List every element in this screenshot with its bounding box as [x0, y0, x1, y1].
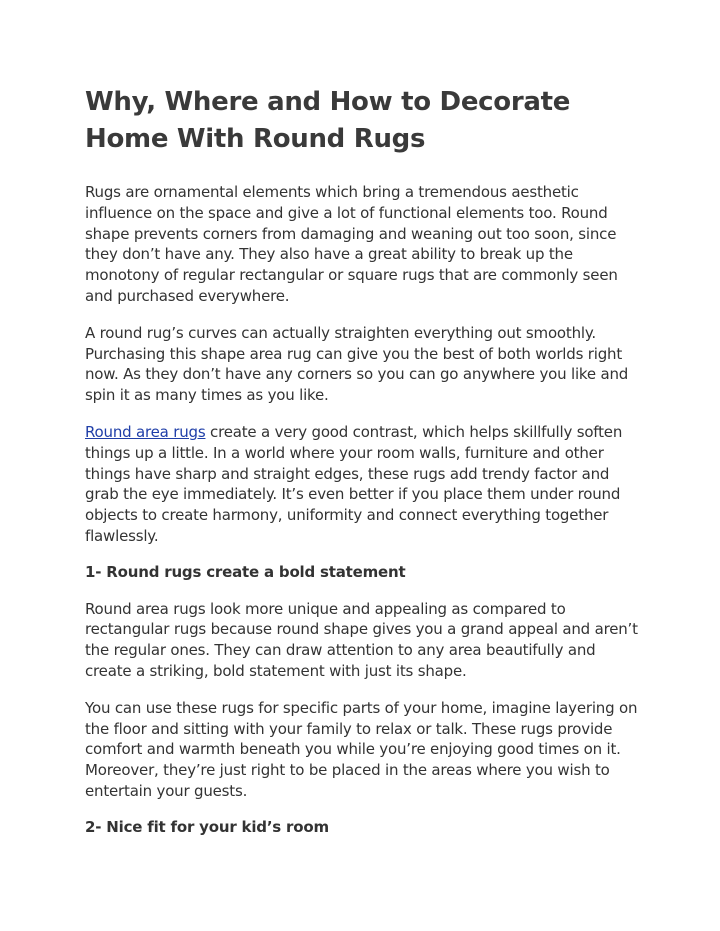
- section-heading-bold-statement: 1- Round rugs create a bold statement: [85, 562, 406, 581]
- round-area-rugs-link[interactable]: Round area rugs: [85, 422, 206, 441]
- paragraph-unique-appeal: Round area rugs look more unique and appealing as compared to rectangular rugs because round shape gives you a grand appeal and aren’t the regular ones. They can draw attention to any area beautifully and create a striking, bold statement with just its shape.: [85, 599, 638, 680]
- paragraph-curves: A round rug’s curves can actually straighten everything out smoothly. Purchasing this shape area rug can give you the best of both worlds right now. As they don’t have any corners so you can go anywhere you like and spin it as many times as you like.: [85, 323, 629, 405]
- section-heading-kids-room: 2- Nice fit for your kid’s room: [85, 817, 329, 836]
- paragraph-specific-parts: You can use these rugs for specific parts of your home, imagine layering on the floor and sitting with your family to relax or talk. These rugs provide comfort and warmth beneath you while you’re enjoying good times on it. Moreover, they’re just right to be placed in the areas where you wish to entertain your guests.: [85, 698, 638, 800]
- article-title: Why, Where and How to Decorate Home With Round Rugs: [85, 87, 571, 154]
- paragraph-intro: Rugs are ornamental elements which bring a tremendous aesthetic influence on the space and give a lot of functional elements too. Round shape prevents corners from damaging and weaning out too soon, since they don’t have any. They also have a great ability to break up the monotony of regular rectangular or square rugs that are commonly seen and purchased everywhere.: [85, 183, 618, 305]
- document-page: [85, 84, 645, 838]
- paragraph-contrast: [85, 422, 645, 547]
- paragraph-contrast-text: create a very good contrast, which helps skillfully soften things up a little. In a world where your room walls, furniture and other things have sharp and straight edges, these rugs add trendy factor and grab the eye immediately. It’s even better if you place them under round objects to create harmony, uniformity and connect everything together flawlessly.: [85, 422, 623, 545]
